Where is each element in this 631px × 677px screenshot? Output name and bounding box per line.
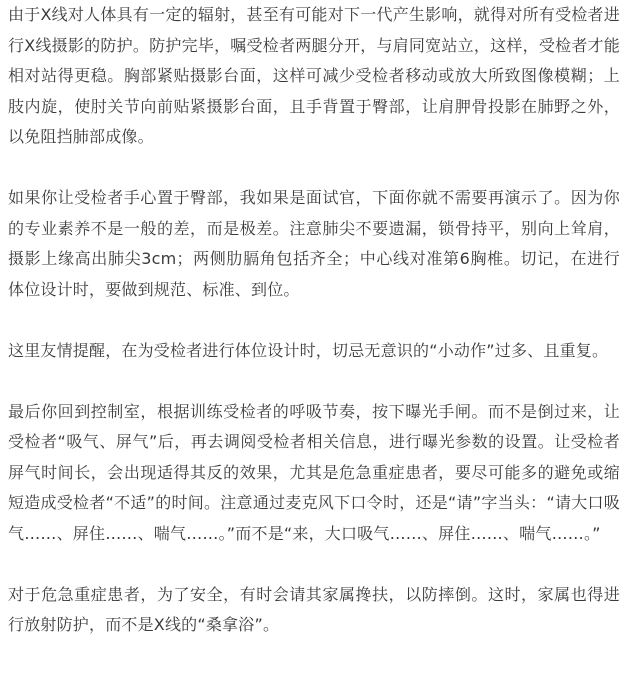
paragraph-exposure-control: 最后你回到控制室，根据训练受检者的呼吸节奏，按下曝光手闸。而不是倒过来，让受检者“吸气、屏气”后，再去调阅受检者相关信息，进行曝光参数的设置。让受检者屏气时间长，会出现适得其反的效果，尤其是危急重症患者，要尽可能多的避免或缩短造成受检者“不适”的时间。注意通过麦克风下口令时，还是“请”字当头：“请大口吸气……、屏住……、喘气……。”而不是“来，大口吸气……、屏住……、喘气……。” — [8, 401, 620, 543]
paragraph-positioning-standards: 如果你让受检者手心置于臀部，我如果是面试官，下面你就不需要再演示了。因为你的专业素养不是一般的差，而是极差。注意肺尖不要遗漏，锁骨持平，别向上耸肩，摄影上缘高出肺尖3cm；两侧肋膈角包括齐全；中心线对准第6胸椎。切记，在进行体位设计时，要做到规范、标准、到位。 — [8, 188, 620, 299]
paragraph-friendly-reminder: 这里友情提醒，在为受检者进行体位设计时，切忌无意识的“小动作”过多、且重复。 — [8, 340, 609, 360]
paragraph-family-protection: 对于危急重症患者，为了安全，有时会请其家属搀扶，以防摔倒。这时，家属也得进行放射防护，而不是X线的“桑拿浴”。 — [8, 584, 620, 634]
paragraph-radiation-protection: 由于X线对人体具有一定的辐射，甚至有可能对下一代产生影响，就得对所有受检者进行X线摄影的防护。防护完毕，嘱受检者两腿分开，与肩同宽站立，这样，受检者才能相对站得更稳。胸部紧贴摄影台面，这样可减少受检者移动或放大所致图像模糊；上肢内旋，使肘关节向前贴紧摄影台面，且手背置于臀部，让肩胛骨投影在肺野之外，以免阻挡肺部成像。 — [8, 5, 620, 146]
article-body — [8, 0, 620, 641]
